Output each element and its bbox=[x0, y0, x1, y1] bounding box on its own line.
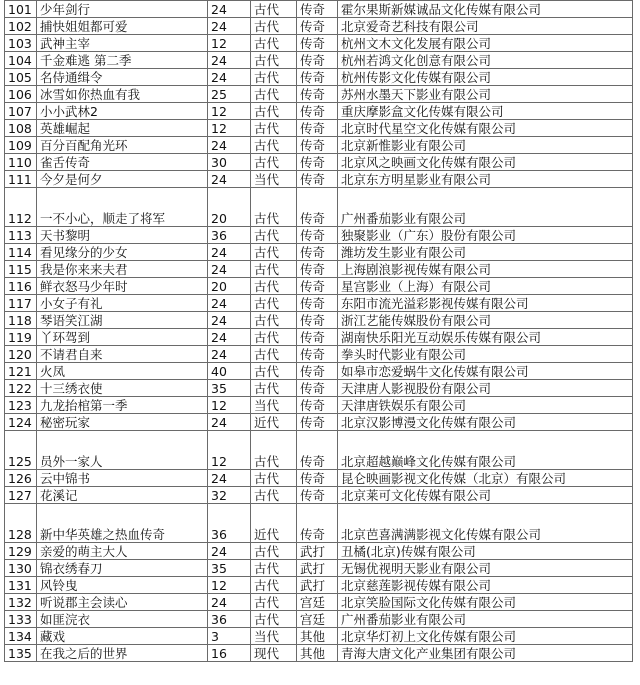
genre-cell: 武打 bbox=[297, 543, 338, 560]
episode-count-cell: 36 bbox=[208, 504, 251, 543]
row-number-cell: 117 bbox=[5, 295, 37, 312]
genre-cell: 传奇 bbox=[297, 86, 338, 103]
production-company-cell: 北京慈莲影视传媒有限公司 bbox=[338, 577, 633, 594]
genre-cell: 传奇 bbox=[297, 120, 338, 137]
table-row bbox=[5, 329, 633, 346]
production-company-cell: 上海剧浪影视传媒有限公司 bbox=[338, 261, 633, 278]
genre-cell: 传奇 bbox=[297, 52, 338, 69]
genre-cell: 传奇 bbox=[297, 188, 338, 227]
table-body bbox=[5, 1, 633, 662]
drama-title-cell: 小女子有礼 bbox=[37, 295, 208, 312]
genre-cell: 传奇 bbox=[297, 154, 338, 171]
table-row bbox=[5, 312, 633, 329]
episode-count-cell: 30 bbox=[208, 154, 251, 171]
episode-count-cell: 12 bbox=[208, 577, 251, 594]
table-row bbox=[5, 227, 633, 244]
row-number-cell: 111 bbox=[5, 171, 37, 188]
table-row bbox=[5, 278, 633, 295]
episode-count-cell: 24 bbox=[208, 312, 251, 329]
drama-title-cell: 天书黎明 bbox=[37, 227, 208, 244]
row-number-cell: 110 bbox=[5, 154, 37, 171]
episode-count-cell: 36 bbox=[208, 227, 251, 244]
row-number-cell: 135 bbox=[5, 645, 37, 662]
row-number-cell: 127 bbox=[5, 487, 37, 504]
production-company-cell: 杭州若鸿文化创意有限公司 bbox=[338, 52, 633, 69]
episode-count-cell: 25 bbox=[208, 86, 251, 103]
episode-count-cell: 24 bbox=[208, 52, 251, 69]
table-row bbox=[5, 244, 633, 261]
era-cell: 古代 bbox=[251, 295, 297, 312]
episode-count-cell: 24 bbox=[208, 295, 251, 312]
era-cell: 近代 bbox=[251, 414, 297, 431]
episode-count-cell: 24 bbox=[208, 1, 251, 18]
production-company-cell: 北京东方明星影业有限公司 bbox=[338, 171, 633, 188]
production-company-cell: 北京笑脸国际文化传媒有限公司 bbox=[338, 594, 633, 611]
era-cell: 古代 bbox=[251, 312, 297, 329]
drama-title-cell: 一不小心，顺走了将军 bbox=[37, 188, 208, 227]
era-cell: 古代 bbox=[251, 154, 297, 171]
genre-cell: 宫廷 bbox=[297, 594, 338, 611]
row-number-cell: 103 bbox=[5, 35, 37, 52]
table-row bbox=[5, 628, 633, 645]
genre-cell: 传奇 bbox=[297, 504, 338, 543]
table-row bbox=[5, 645, 633, 662]
genre-cell: 其他 bbox=[297, 645, 338, 662]
drama-title-cell: 风铃曳 bbox=[37, 577, 208, 594]
row-number-cell: 131 bbox=[5, 577, 37, 594]
drama-title-cell: 藏戏 bbox=[37, 628, 208, 645]
era-cell: 古代 bbox=[251, 380, 297, 397]
episode-count-cell: 24 bbox=[208, 244, 251, 261]
production-company-cell: 北京超越巅峰文化传媒有限公司 bbox=[338, 431, 633, 470]
row-number-cell: 129 bbox=[5, 543, 37, 560]
production-company-cell: 杭州传影文化传媒有限公司 bbox=[338, 69, 633, 86]
genre-cell: 传奇 bbox=[297, 69, 338, 86]
table-row bbox=[5, 363, 633, 380]
table-row bbox=[5, 504, 633, 543]
genre-cell: 传奇 bbox=[297, 397, 338, 414]
genre-cell: 传奇 bbox=[297, 487, 338, 504]
table-row bbox=[5, 35, 633, 52]
table-row bbox=[5, 577, 633, 594]
drama-title-cell: 锦衣绣春刀 bbox=[37, 560, 208, 577]
table-row bbox=[5, 414, 633, 431]
drama-title-cell: 我是你来来夫君 bbox=[37, 261, 208, 278]
era-cell: 古代 bbox=[251, 52, 297, 69]
drama-title-cell: 今夕是何夕 bbox=[37, 171, 208, 188]
era-cell: 近代 bbox=[251, 504, 297, 543]
production-company-cell: 北京华灯初上文化传媒有限公司 bbox=[338, 628, 633, 645]
era-cell: 古代 bbox=[251, 188, 297, 227]
drama-title-cell: 火凤 bbox=[37, 363, 208, 380]
production-company-cell: 苏州水墨天下影业有限公司 bbox=[338, 86, 633, 103]
row-number-cell: 106 bbox=[5, 86, 37, 103]
drama-list-table bbox=[4, 0, 633, 662]
drama-title-cell: 鲜衣怒马少年时 bbox=[37, 278, 208, 295]
table-row bbox=[5, 103, 633, 120]
genre-cell: 武打 bbox=[297, 560, 338, 577]
row-number-cell: 130 bbox=[5, 560, 37, 577]
production-company-cell: 天津唐人影视股份有限公司 bbox=[338, 380, 633, 397]
genre-cell: 宫廷 bbox=[297, 611, 338, 628]
row-number-cell: 113 bbox=[5, 227, 37, 244]
episode-count-cell: 24 bbox=[208, 470, 251, 487]
row-number-cell: 132 bbox=[5, 594, 37, 611]
production-company-cell: 拳头时代影业有限公司 bbox=[338, 346, 633, 363]
drama-title-cell: 不请君自来 bbox=[37, 346, 208, 363]
row-number-cell: 133 bbox=[5, 611, 37, 628]
production-company-cell: 北京新惟影业有限公司 bbox=[338, 137, 633, 154]
row-number-cell: 120 bbox=[5, 346, 37, 363]
production-company-cell: 重庆摩影盒文化传媒有限公司 bbox=[338, 103, 633, 120]
genre-cell: 传奇 bbox=[297, 18, 338, 35]
row-number-cell: 114 bbox=[5, 244, 37, 261]
genre-cell: 传奇 bbox=[297, 35, 338, 52]
drama-title-cell: 千金难逃 第二季 bbox=[37, 52, 208, 69]
era-cell: 古代 bbox=[251, 1, 297, 18]
drama-title-cell: 九龙抬棺第一季 bbox=[37, 397, 208, 414]
row-number-cell: 104 bbox=[5, 52, 37, 69]
genre-cell: 武打 bbox=[297, 577, 338, 594]
genre-cell: 传奇 bbox=[297, 380, 338, 397]
era-cell: 古代 bbox=[251, 560, 297, 577]
era-cell: 古代 bbox=[251, 35, 297, 52]
drama-title-cell: 亲爱的萌主大人 bbox=[37, 543, 208, 560]
production-company-cell: 星宫影业（上海）有限公司 bbox=[338, 278, 633, 295]
row-number-cell: 119 bbox=[5, 329, 37, 346]
row-number-cell: 125 bbox=[5, 431, 37, 470]
drama-title-cell: 十三绣衣使 bbox=[37, 380, 208, 397]
episode-count-cell: 12 bbox=[208, 35, 251, 52]
drama-title-cell: 雀舌传奇 bbox=[37, 154, 208, 171]
table-row bbox=[5, 261, 633, 278]
production-company-cell: 北京时代星空文化传媒有限公司 bbox=[338, 120, 633, 137]
drama-title-cell: 冰雪如你热血有我 bbox=[37, 86, 208, 103]
table-row bbox=[5, 594, 633, 611]
production-company-cell: 独聚影业（广东）股份有限公司 bbox=[338, 227, 633, 244]
table-row bbox=[5, 188, 633, 227]
episode-count-cell: 35 bbox=[208, 560, 251, 577]
drama-title-cell: 如匪浣衣 bbox=[37, 611, 208, 628]
table-row bbox=[5, 1, 633, 18]
row-number-cell: 105 bbox=[5, 69, 37, 86]
row-number-cell: 108 bbox=[5, 120, 37, 137]
table-row bbox=[5, 52, 633, 69]
production-company-cell: 北京莱可文化传媒有限公司 bbox=[338, 487, 633, 504]
drama-title-cell: 捕快姐姐都可爱 bbox=[37, 18, 208, 35]
table-row bbox=[5, 431, 633, 470]
production-company-cell: 广州番茄影业有限公司 bbox=[338, 611, 633, 628]
production-company-cell: 天津唐铁娱乐有限公司 bbox=[338, 397, 633, 414]
era-cell: 古代 bbox=[251, 244, 297, 261]
drama-title-cell: 听说郡主会读心 bbox=[37, 594, 208, 611]
episode-count-cell: 24 bbox=[208, 261, 251, 278]
drama-title-cell: 云中锦书 bbox=[37, 470, 208, 487]
drama-title-cell: 秘密玩家 bbox=[37, 414, 208, 431]
episode-count-cell: 24 bbox=[208, 543, 251, 560]
episode-count-cell: 20 bbox=[208, 278, 251, 295]
drama-title-cell: 丫环驾到 bbox=[37, 329, 208, 346]
drama-title-cell: 新中华英雄之热血传奇 bbox=[37, 504, 208, 543]
drama-title-cell: 在我之后的世界 bbox=[37, 645, 208, 662]
genre-cell: 传奇 bbox=[297, 329, 338, 346]
production-company-cell: 杭州文木文化发展有限公司 bbox=[338, 35, 633, 52]
genre-cell: 传奇 bbox=[297, 244, 338, 261]
genre-cell: 传奇 bbox=[297, 171, 338, 188]
production-company-cell: 广州番茄影业有限公司 bbox=[338, 188, 633, 227]
row-number-cell: 107 bbox=[5, 103, 37, 120]
table-row bbox=[5, 380, 633, 397]
genre-cell: 传奇 bbox=[297, 295, 338, 312]
genre-cell: 传奇 bbox=[297, 103, 338, 120]
episode-count-cell: 36 bbox=[208, 611, 251, 628]
drama-title-cell: 看见缘分的少女 bbox=[37, 244, 208, 261]
era-cell: 古代 bbox=[251, 227, 297, 244]
genre-cell: 传奇 bbox=[297, 346, 338, 363]
era-cell: 古代 bbox=[251, 261, 297, 278]
row-number-cell: 115 bbox=[5, 261, 37, 278]
production-company-cell: 湖南快乐阳光互动娱乐传媒有限公司 bbox=[338, 329, 633, 346]
production-company-cell: 北京爱奇艺科技有限公司 bbox=[338, 18, 633, 35]
table-row bbox=[5, 346, 633, 363]
era-cell: 古代 bbox=[251, 329, 297, 346]
production-company-cell: 昆仑映画影视文化传媒（北京）有限公司 bbox=[338, 470, 633, 487]
table-row bbox=[5, 69, 633, 86]
genre-cell: 传奇 bbox=[297, 312, 338, 329]
drama-title-cell: 员外一家人 bbox=[37, 431, 208, 470]
era-cell: 古代 bbox=[251, 594, 297, 611]
episode-count-cell: 24 bbox=[208, 18, 251, 35]
episode-count-cell: 12 bbox=[208, 103, 251, 120]
drama-title-cell: 琴语笑江湖 bbox=[37, 312, 208, 329]
table-row bbox=[5, 154, 633, 171]
era-cell: 古代 bbox=[251, 363, 297, 380]
table-row bbox=[5, 120, 633, 137]
era-cell: 古代 bbox=[251, 69, 297, 86]
drama-title-cell: 武神主宰 bbox=[37, 35, 208, 52]
table-row bbox=[5, 397, 633, 414]
episode-count-cell: 24 bbox=[208, 346, 251, 363]
row-number-cell: 112 bbox=[5, 188, 37, 227]
era-cell: 现代 bbox=[251, 645, 297, 662]
row-number-cell: 123 bbox=[5, 397, 37, 414]
episode-count-cell: 16 bbox=[208, 645, 251, 662]
era-cell: 古代 bbox=[251, 120, 297, 137]
drama-title-cell: 花溪记 bbox=[37, 487, 208, 504]
production-company-cell: 青海大唐文化产业集团有限公司 bbox=[338, 645, 633, 662]
era-cell: 古代 bbox=[251, 18, 297, 35]
episode-count-cell: 12 bbox=[208, 397, 251, 414]
episode-count-cell: 24 bbox=[208, 594, 251, 611]
table-row bbox=[5, 487, 633, 504]
row-number-cell: 134 bbox=[5, 628, 37, 645]
episode-count-cell: 3 bbox=[208, 628, 251, 645]
drama-title-cell: 英雄崛起 bbox=[37, 120, 208, 137]
table-row bbox=[5, 560, 633, 577]
genre-cell: 传奇 bbox=[297, 261, 338, 278]
episode-count-cell: 40 bbox=[208, 363, 251, 380]
drama-title-cell: 小小武林2 bbox=[37, 103, 208, 120]
episode-count-cell: 32 bbox=[208, 487, 251, 504]
era-cell: 古代 bbox=[251, 431, 297, 470]
era-cell: 古代 bbox=[251, 86, 297, 103]
row-number-cell: 118 bbox=[5, 312, 37, 329]
table-row bbox=[5, 295, 633, 312]
genre-cell: 其他 bbox=[297, 628, 338, 645]
row-number-cell: 128 bbox=[5, 504, 37, 543]
row-number-cell: 116 bbox=[5, 278, 37, 295]
row-number-cell: 126 bbox=[5, 470, 37, 487]
table-row bbox=[5, 611, 633, 628]
production-company-cell: 无锡优视明天影业有限公司 bbox=[338, 560, 633, 577]
episode-count-cell: 24 bbox=[208, 69, 251, 86]
production-company-cell: 北京芭喜满满影视文化传媒有限公司 bbox=[338, 504, 633, 543]
episode-count-cell: 24 bbox=[208, 414, 251, 431]
episode-count-cell: 24 bbox=[208, 171, 251, 188]
episode-count-cell: 20 bbox=[208, 188, 251, 227]
era-cell: 古代 bbox=[251, 346, 297, 363]
genre-cell: 传奇 bbox=[297, 137, 338, 154]
table-row bbox=[5, 543, 633, 560]
episode-count-cell: 35 bbox=[208, 380, 251, 397]
row-number-cell: 121 bbox=[5, 363, 37, 380]
genre-cell: 传奇 bbox=[297, 414, 338, 431]
genre-cell: 传奇 bbox=[297, 470, 338, 487]
genre-cell: 传奇 bbox=[297, 431, 338, 470]
drama-title-cell: 百分百配角光环 bbox=[37, 137, 208, 154]
table-row bbox=[5, 137, 633, 154]
episode-count-cell: 24 bbox=[208, 329, 251, 346]
era-cell: 古代 bbox=[251, 278, 297, 295]
production-company-cell: 潍坊发生影业有限公司 bbox=[338, 244, 633, 261]
era-cell: 当代 bbox=[251, 628, 297, 645]
era-cell: 古代 bbox=[251, 611, 297, 628]
era-cell: 古代 bbox=[251, 577, 297, 594]
row-number-cell: 109 bbox=[5, 137, 37, 154]
production-company-cell: 北京汉影博漫文化传媒有限公司 bbox=[338, 414, 633, 431]
table-row bbox=[5, 171, 633, 188]
production-company-cell: 丑橘(北京)传媒有限公司 bbox=[338, 543, 633, 560]
era-cell: 古代 bbox=[251, 543, 297, 560]
production-company-cell: 东阳市流光溢彩影视传媒有限公司 bbox=[338, 295, 633, 312]
episode-count-cell: 24 bbox=[208, 137, 251, 154]
production-company-cell: 浙江艺能传媒股份有限公司 bbox=[338, 312, 633, 329]
production-company-cell: 如皋市恋爱蜗牛文化传媒有限公司 bbox=[338, 363, 633, 380]
genre-cell: 传奇 bbox=[297, 1, 338, 18]
row-number-cell: 122 bbox=[5, 380, 37, 397]
production-company-cell: 霍尔果斯新媒诚品文化传媒有限公司 bbox=[338, 1, 633, 18]
era-cell: 当代 bbox=[251, 397, 297, 414]
era-cell: 当代 bbox=[251, 171, 297, 188]
row-number-cell: 124 bbox=[5, 414, 37, 431]
era-cell: 古代 bbox=[251, 137, 297, 154]
genre-cell: 传奇 bbox=[297, 278, 338, 295]
table-row bbox=[5, 18, 633, 35]
row-number-cell: 101 bbox=[5, 1, 37, 18]
drama-title-cell: 少年剑行 bbox=[37, 1, 208, 18]
production-company-cell: 北京风之映画文化传媒有限公司 bbox=[338, 154, 633, 171]
table-row bbox=[5, 86, 633, 103]
table-row bbox=[5, 470, 633, 487]
era-cell: 古代 bbox=[251, 103, 297, 120]
row-number-cell: 102 bbox=[5, 18, 37, 35]
era-cell: 古代 bbox=[251, 487, 297, 504]
genre-cell: 传奇 bbox=[297, 227, 338, 244]
era-cell: 古代 bbox=[251, 470, 297, 487]
genre-cell: 传奇 bbox=[297, 363, 338, 380]
episode-count-cell: 12 bbox=[208, 120, 251, 137]
drama-title-cell: 名侍通缉令 bbox=[37, 69, 208, 86]
episode-count-cell: 12 bbox=[208, 431, 251, 470]
